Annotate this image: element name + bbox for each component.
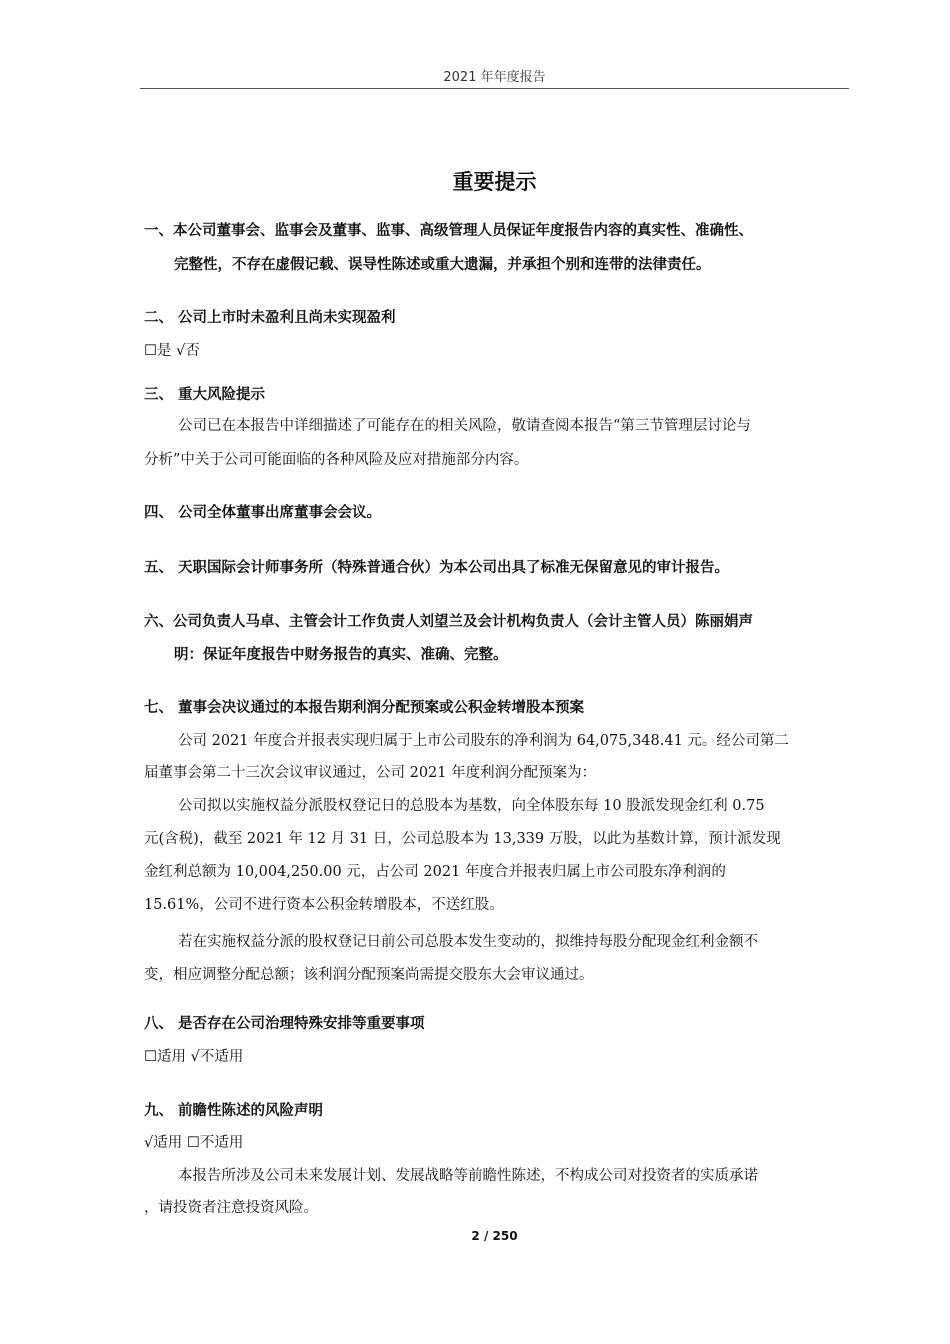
section-2-options: ☐是 √否 <box>144 343 200 359</box>
section-9-heading: 九、 前瞻性陈述的风险声明 <box>144 1103 324 1119</box>
section-7-p2-line-3: 金红利总额为 10,004,250.00 元，占公司 2021 年度合并报表归属上市公司股东净利润的 <box>144 864 726 880</box>
section-9-line-2: ，请投资者注意投资风险。 <box>144 1200 318 1216</box>
section-1-line-2: 完整性，不存在虚假记载、误导性陈述或重大遗漏，并承担个别和连带的法律责任。 <box>174 257 711 273</box>
section-9-options: √适用 ☐不适用 <box>144 1135 244 1151</box>
section-3-line-2: 分析”中关于公司可能面临的各种风险及应对措施部分内容。 <box>144 452 529 468</box>
section-7-p3-line-2: 变，相应调整分配总额；该利润分配预案尚需提交股东大会审议通过。 <box>144 967 594 983</box>
section-7-p2-line-1: 公司拟以实施权益分派股权登记日的总股本为基数，向全体股东每 10 股派发现金红利 0.75 <box>178 798 765 814</box>
section-1-line-1: 一、本公司董事会、监事会及董事、监事、高级管理人员保证年度报告内容的真实性、准确性、 <box>144 223 753 239</box>
section-3-line-1: 公司已在本报告中详细描述了可能存在的相关风险，敬请查阅本报告“第三节管理层讨论与 <box>178 418 751 434</box>
header-divider <box>140 88 849 89</box>
section-7-heading: 七、 董事会决议通过的本报告期利润分配预案或公积金转增股本预案 <box>144 700 585 716</box>
section-7-p2-line-4: 15.61%，公司不进行资本公积金转增股本，不送红股。 <box>144 897 504 913</box>
section-3-heading: 三、 重大风险提示 <box>144 387 266 403</box>
section-8-options: ☐适用 √不适用 <box>144 1049 244 1065</box>
section-6-line-2: 明：保证年度报告中财务报告的真实、准确、完整。 <box>174 647 508 663</box>
page-number: 2 / 250 <box>471 1229 518 1243</box>
page-title: 重要提示 <box>452 170 537 194</box>
section-5-heading: 五、 天职国际会计师事务所（特殊普通合伙）为本公司出具了标准无保留意见的审计报告。 <box>144 560 730 576</box>
section-7-p1-line-1: 公司 2021 年度合并报表实现归属于上市公司股东的净利润为 64,075,348.41 元。经公司第二 <box>178 733 789 749</box>
section-7-p3-line-1: 若在实施权益分派的股权登记日前公司总股本发生变动的，拟维持每股分配现金红利金额不 <box>178 934 758 950</box>
section-9-line-1: 本报告所涉及公司未来发展计划、发展战略等前瞻性陈述，不构成公司对投资者的实质承诺 <box>178 1168 758 1184</box>
section-7-p1-line-2: 届董事会第二十三次会议审议通过，公司 2021 年度利润分配预案为： <box>144 765 597 781</box>
section-7-p2-line-2: 元(含税)，截至 2021 年 12 月 31 日，公司总股本为 13,339 万股，以此为基数计算，预计派发现 <box>144 831 781 847</box>
section-8-heading: 八、 是否存在公司治理特殊安排等重要事项 <box>144 1016 425 1032</box>
section-6-line-1: 六、公司负责人马卓、主管会计工作负责人刘望兰及会计机构负责人（会计主管人员）陈丽娟声 <box>144 614 753 630</box>
section-2-heading: 二、 公司上市时未盈利且尚未实现盈利 <box>144 310 396 326</box>
report-header: 2021 年年度报告 <box>443 70 546 85</box>
section-4-heading: 四、 公司全体董事出席董事会会议。 <box>144 505 382 521</box>
